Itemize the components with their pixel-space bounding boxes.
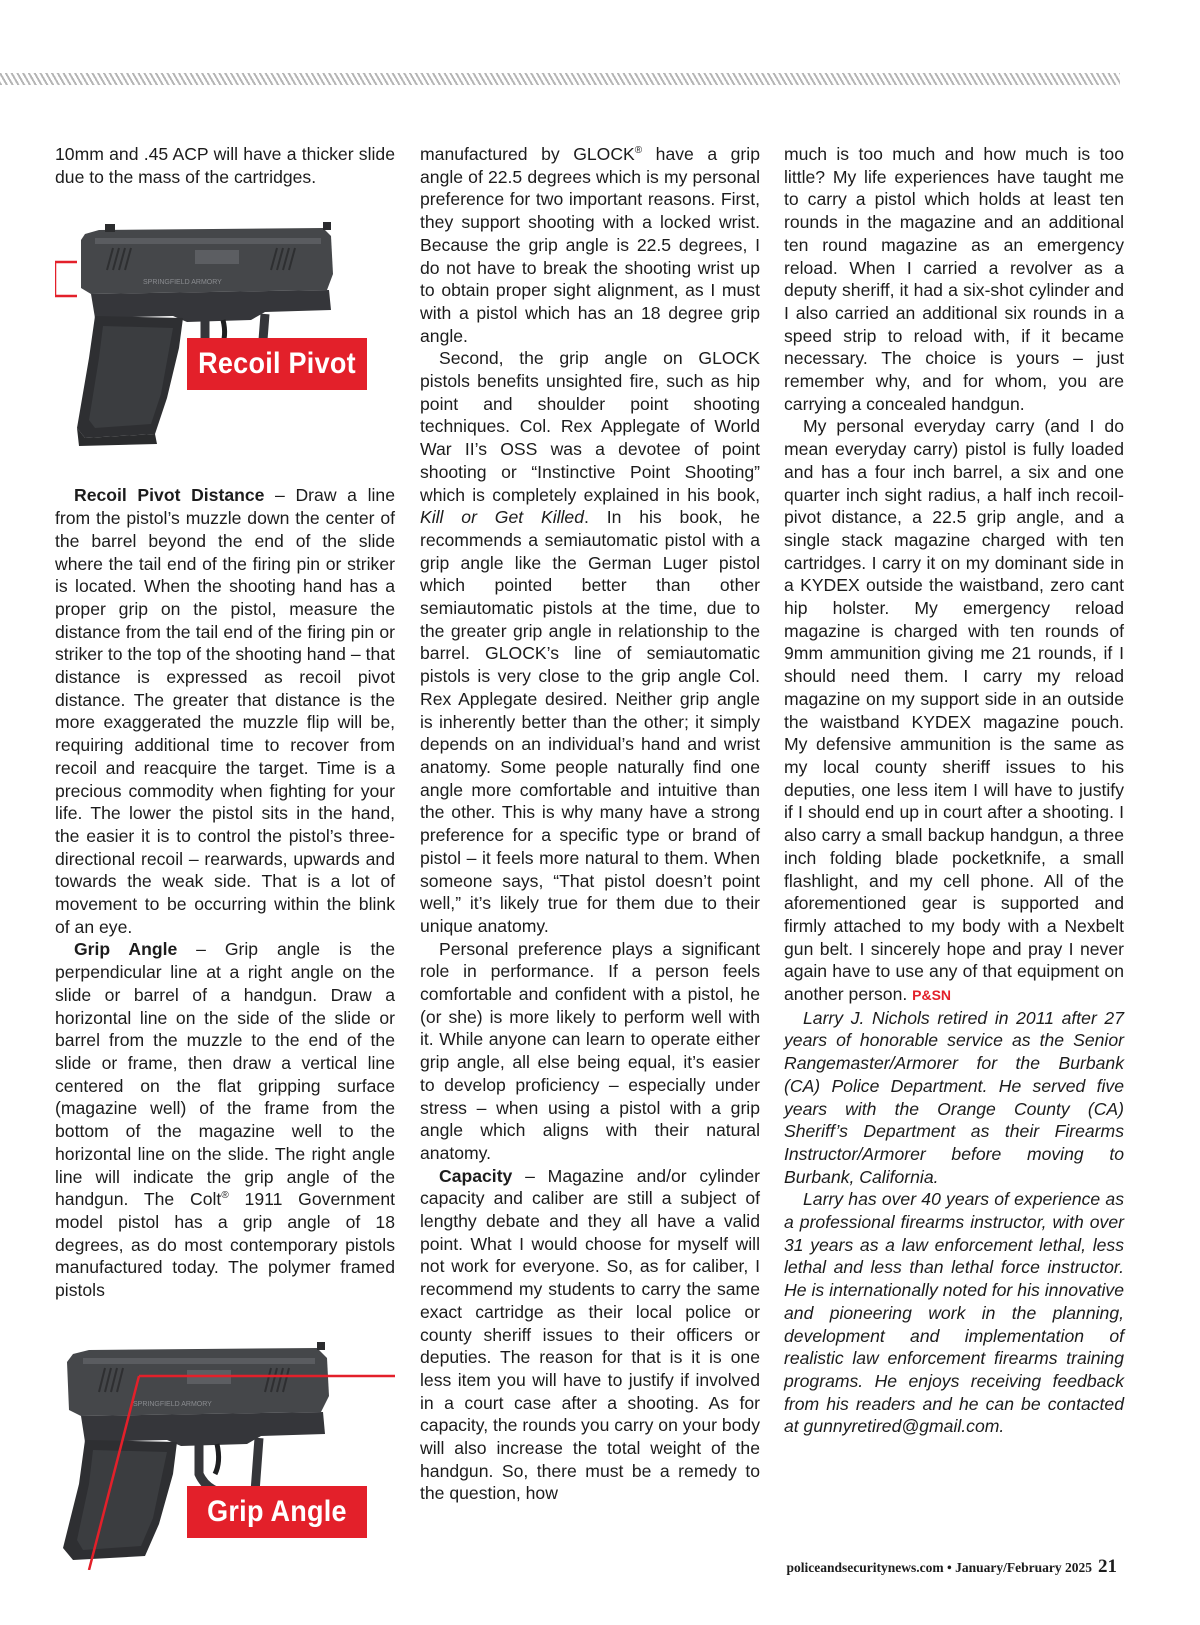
page-footer [0, 1556, 1117, 1578]
author-bio-1: Larry J. Nichols retired in 2011 after 27 years of honorable service as the Senior Rangemaster/Armorer for the Burbank (CA) Police Department. He served five years with the Orange County (CA) Sheriff’s Department as their Firearms Instructor/Armorer before moving to Burbank, California. [784, 1007, 1124, 1187]
slide-engraving: SPRINGFIELD ARMORY [133, 1400, 212, 1408]
recoil-pivot-term: Recoil Pivot Distance [74, 485, 265, 506]
col2-p2-b: . In his book, he recommends a semiautomatic pistol with a grip angle like the German Luger pistol which pointed better than other semiautomatic pistols at the time, due to the greater grip angle in relationship to the barrel. GLOCK’s line of semiautomatic pistols is very close to the grip angle Col. Rex Applegate desired. Neither grip angle is inherently better than the other; it simply depends on an individual’s hand and wrist anatomy. Some people naturally find one angle more comfortable and intuitive than the other. This is why many have a strong preference for a specific type or brand of pistol – it feels more natural to them. When someone says, “That pistol doesn’t point well,” it’s likely true for them due to their unique anatomy. [420, 507, 760, 936]
grip-angle-body-a: – Grip angle is the perpendicular line at a right angle on the slide or barrel of a handgun. Draw a horizontal line on the side of the slide or barrel from the muzzle to the end of the slide or frame, then draw a vertical line centered on the flat gripping surface (magazine well) of the frame from the bottom of the magazine well to the horizontal line on the slide. The right angle line will indicate the grip angle of the handgun. The Colt [55, 939, 395, 1210]
col2-paragraph-1 [420, 143, 760, 347]
capacity-body: – Magazine and/or cylinder capacity and caliber are still a subject of lengthy debate and they all have a valid point. What I would choose for myself will not work for everyone. So, as for caliber, I recommend my students to carry the same exact cartridge as their local police or county sheriff issues to their officers or deputies. The reason for that is it is one less item you will have to justify if involved in a court case after a shooting. As for capacity, the rounds you carry on your body will also increase the total weight of the handgun. So, there must be a remedy to the question, how [420, 1165, 761, 1504]
capacity-term: Capacity [439, 1165, 513, 1186]
author-bio-2: Larry has over 40 years of experience as a professional firearms instructor, with over 31 years as a law enforcement lethal, less lethal and less than lethal force instructor. He is internationally noted for his innovative and pioneering work in the planning, development and implementation of realistic law enforcement firearms training programs. He enjoys receiving feedback from his readers and he can be contacted at gunnyretired@gmail.com. [784, 1189, 1124, 1437]
slide-engraving: SPRINGFIELD ARMORY [143, 279, 222, 287]
recoil-pivot-paragraph [55, 484, 395, 938]
col3-p2-text: My personal everyday carry (and I do mean everyday carry) pistol is fully loaded and has a four inch barrel, a six and one quarter inch sight radius, a half inch recoil-pivot distance, a 22.5 grip angle, and a single stack magazine charged with ten cartridges. I carry it on my dominant side in a KYDEX outside the waistband, zero cant hip holster. My emergency reload magazine is charged with ten rounds of 9mm ammunition giving me 21 rounds, if I should need them. I carry my reload magazine on my support side in an outside the waistband KYDEX magazine pouch. My defensive ammunition is the same as my local county sheriff issues to his deputies, one less item I will have to justify if I should end up in court after a shooting. I also carry a small backup handgun, a three inch folding blade pocketknife, a small flashlight, and my cell phone. All of the aforementioned gear is supported and firmly attached to my body with a Nexbelt gun belt. I sincerely hope and pray I never again have to use any of that equipment on another person. [784, 416, 1124, 1005]
registered-mark: ® [221, 1190, 229, 1202]
page-number: 21 [1098, 1556, 1117, 1577]
grip-angle-term: Grip Angle [74, 939, 178, 960]
registered-mark: ® [634, 145, 643, 157]
column-1 [55, 143, 395, 1570]
grip-angle-body-b: 1911 Government model pistol has a grip angle of 18 degrees, as do most contemporary pistols manufactured today. The polymer framed pistols [55, 1189, 395, 1301]
recoil-pivot-figure [55, 198, 395, 470]
pistol-photo-recoil-pivot [55, 198, 395, 470]
book-title: Kill or Get Killed [420, 507, 584, 528]
column-3 [784, 143, 1124, 1438]
capacity-paragraph [420, 1165, 760, 1506]
col2-p2-a: Second, the grip angle on GLOCK pistols benefits unsighted fire, such as hip point and shoulder point shooting techniques. Col. Rex Applegate of World War II’s OSS was a devotee of point shooting or “Instinctive Point Shooting” which is completely explained in his book, [420, 348, 760, 505]
column-2 [420, 143, 760, 1505]
col2-p1-b: have a grip angle of 22.5 degrees which is my personal preference for two important reasons. First, they support shooting with a locked wrist. Because the grip angle is 22.5 degrees, I do not have to break the shooting wrist up to obtain proper sight alignment, as I must with a pistol which has an 18 degree grip angle. [420, 144, 760, 346]
recoil-pivot-caption: Recoil Pivot [187, 338, 367, 390]
grip-angle-figure [55, 1334, 395, 1570]
col2-paragraph-2 [420, 347, 760, 937]
col3-paragraph-2 [784, 415, 1124, 1006]
col1-intro: 10mm and .45 ACP will have a thicker slide due to the mass of the cartridges. [55, 144, 395, 187]
footer-issue: January/February 2025 [955, 1560, 1092, 1575]
end-mark-logo: P&SN [912, 987, 952, 1004]
footer-separator: • [943, 1560, 956, 1575]
grip-angle-caption: Grip Angle [187, 1486, 367, 1538]
footer-site: policeandsecuritynews.com [786, 1560, 944, 1575]
grip-angle-paragraph [55, 938, 395, 1301]
col2-p1-a: manufactured by GLOCK [420, 144, 635, 164]
header-hatch-rule [0, 73, 1120, 85]
recoil-pivot-body: – Draw a line from the pistol’s muzzle down the center of the barrel beyond the end of the slide where the tail end of the firing pin or striker is located. When the shooting hand has a proper grip on the pistol, measure the distance from the tail end of the firing pin or striker to the top of the shooting hand – that distance is expressed as recoil pivot distance. The greater that distance is the more exaggerated the muzzle flip will be, requiring additional time to recover from recoil and reacquire the target. Time is a precious commodity when fighting for your life. The lower the pistol sits in the hand, the easier it is to control the pistol’s three-directional recoil – rearwards, upwards and towards the weak side. That is a lot of movement to be occurring within the blink of an eye. [55, 485, 395, 937]
col2-paragraph-3: Personal preference plays a significant role in performance. If a person feels comfortable and confident with a pistol, he (or she) is more likely to perform well with it. While anyone can learn to operate either grip angle, all else being equal, it’s easier to develop proficiency – especially under stress – when using a pistol with a grip angle which aligns with their natural anatomy. [420, 938, 760, 1163]
col3-paragraph-1: much is too much and how much is too little? My life experiences have taught me to carry a pistol which holds at least ten rounds in the magazine and an additional ten round magazine as an emergency reload. When I carried a revolver as a deputy sheriff, it had a six-shot cylinder and I also carried an additional six rounds in a speed strip to reload with, if it became necessary. The choice is yours – just remember why, and for whom, you are carrying a concealed handgun. [784, 144, 1124, 414]
